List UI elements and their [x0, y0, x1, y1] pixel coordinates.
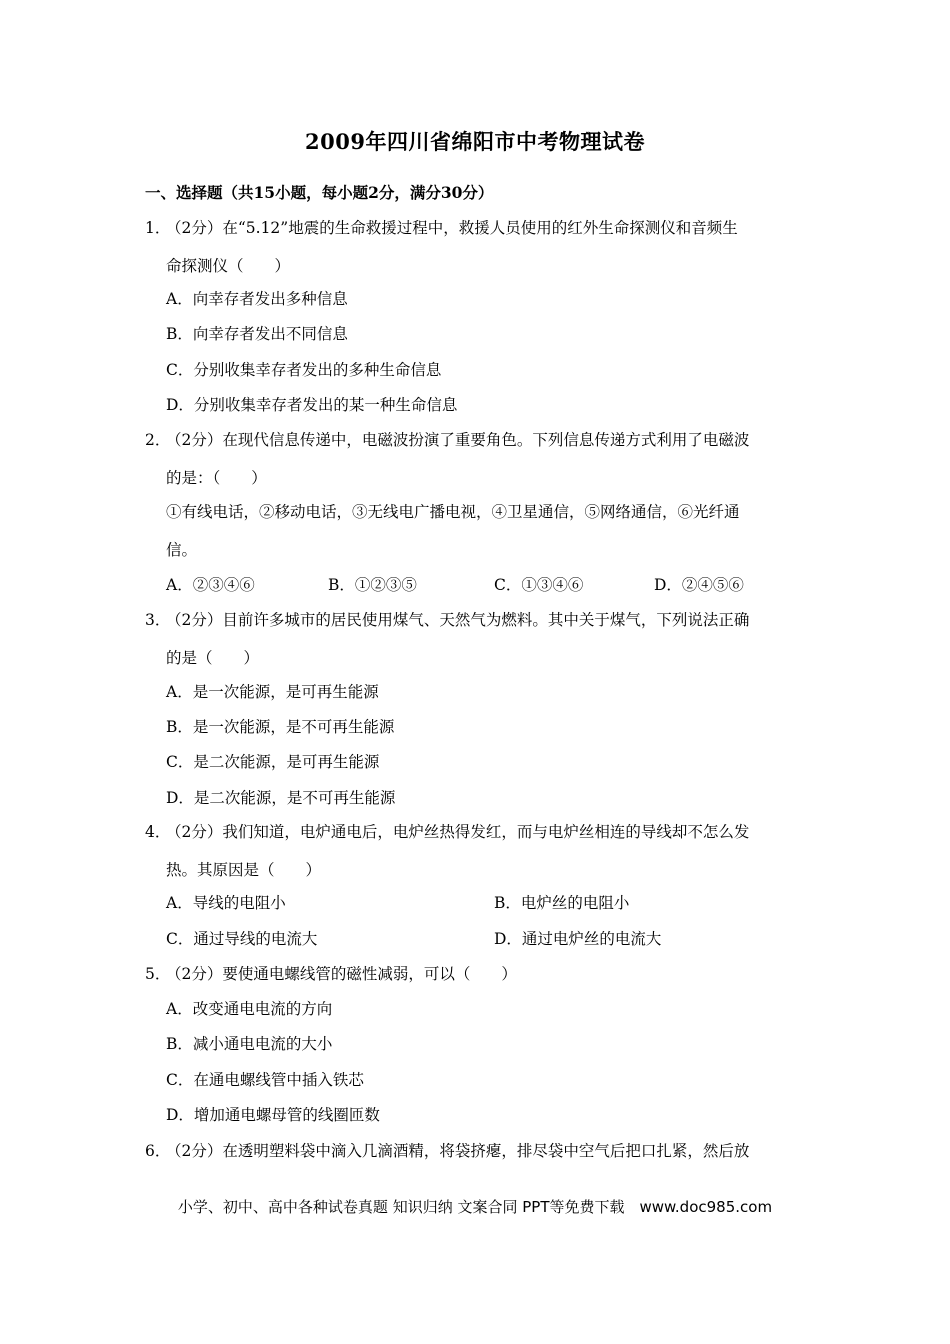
question-4-option-a: A．导线的电阻小: [166, 894, 286, 912]
question-1-option-a: A．向幸存者发出多种信息: [166, 290, 348, 308]
question-4-option-d: D．通过电炉丝的电流大: [494, 930, 662, 948]
question-2-option-b: B．①②③⑤: [328, 576, 417, 594]
question-6-stem: （2分）在透明塑料袋中滴入几滴酒精，将袋挤瘪，排尽袋中空气后把口扎紧，然后放: [166, 1142, 750, 1160]
question-3-option-c: C．是二次能源，是可再生能源: [166, 753, 380, 771]
question-5-option-c: C．在通电螺线管中插入铁芯: [166, 1071, 364, 1089]
question-2-option-c: C．①③④⑥: [494, 576, 584, 594]
question-1-stem-cont: 命探测仪（ ）: [166, 257, 291, 275]
question-4-option-b: B．电炉丝的电阻小: [494, 894, 630, 912]
question-2-option-a: A．②③④⑥: [166, 576, 255, 594]
question-5-stem: （2分）要使通电螺线管的磁性减弱，可以（ ）: [166, 965, 517, 983]
question-1-option-b: B．向幸存者发出不同信息: [166, 325, 348, 343]
question-2-number: 2．: [145, 431, 171, 449]
question-4-option-c: C．通过导线的电流大: [166, 930, 318, 948]
footer-watermark: 小学、初中、高中各种试卷真题 知识归纳 文案合同 PPT等免费下载 www.doc985.com: [177, 1198, 773, 1216]
question-2-list: ①有线电话，②移动电话，③无线电广播电视，④卫星通信，⑤网络通信，⑥光纤通: [166, 503, 740, 521]
question-1-option-d: D．分别收集幸存者发出的某一种生命信息: [166, 396, 458, 414]
question-3-option-d: D．是二次能源，是不可再生能源: [166, 789, 396, 807]
question-1-stem: （2分）在“5.12”地震的生命救援过程中，救援人员使用的红外生命探测仪和音频生: [166, 219, 738, 237]
question-5-option-d: D．增加通电螺母管的线圈匝数: [166, 1106, 380, 1124]
question-6-number: 6．: [145, 1142, 171, 1160]
question-3-number: 3．: [145, 611, 171, 629]
question-5-number: 5．: [145, 965, 171, 983]
question-1-number: 1．: [145, 219, 171, 237]
section-heading: 一、选择题（共15小题，每小题2分，满分30分）: [145, 183, 494, 202]
question-2-stem: （2分）在现代信息传递中，电磁波扮演了重要角色。下列信息传递方式利用了电磁波: [166, 431, 750, 449]
question-3-stem-cont: 的是（ ）: [166, 649, 260, 667]
question-5-option-a: A．改变通电电流的方向: [166, 1000, 333, 1018]
question-4-stem: （2分）我们知道，电炉通电后，电炉丝热得发红，而与电炉丝相连的导线却不怎么发: [166, 823, 750, 841]
question-2-option-d: D．②④⑤⑥: [654, 576, 744, 594]
question-5-option-b: B．减小通电电流的大小: [166, 1035, 333, 1053]
question-2-list-cont: 信。: [166, 541, 198, 559]
question-3-stem: （2分）目前许多城市的居民使用煤气、天然气为燃料。其中关于煤气，下列说法正确: [166, 611, 750, 629]
question-3-option-a: A．是一次能源，是可再生能源: [166, 683, 379, 701]
question-2-stem-cont: 的是：（ ）: [166, 469, 267, 487]
question-3-option-b: B．是一次能源，是不可再生能源: [166, 718, 395, 736]
question-4-stem-cont: 热。其原因是（ ）: [166, 861, 322, 879]
question-4-number: 4．: [145, 823, 171, 841]
question-1-option-c: C．分别收集幸存者发出的多种生命信息: [166, 361, 442, 379]
page-title: 2009年四川省绵阳市中考物理试卷: [305, 129, 645, 154]
